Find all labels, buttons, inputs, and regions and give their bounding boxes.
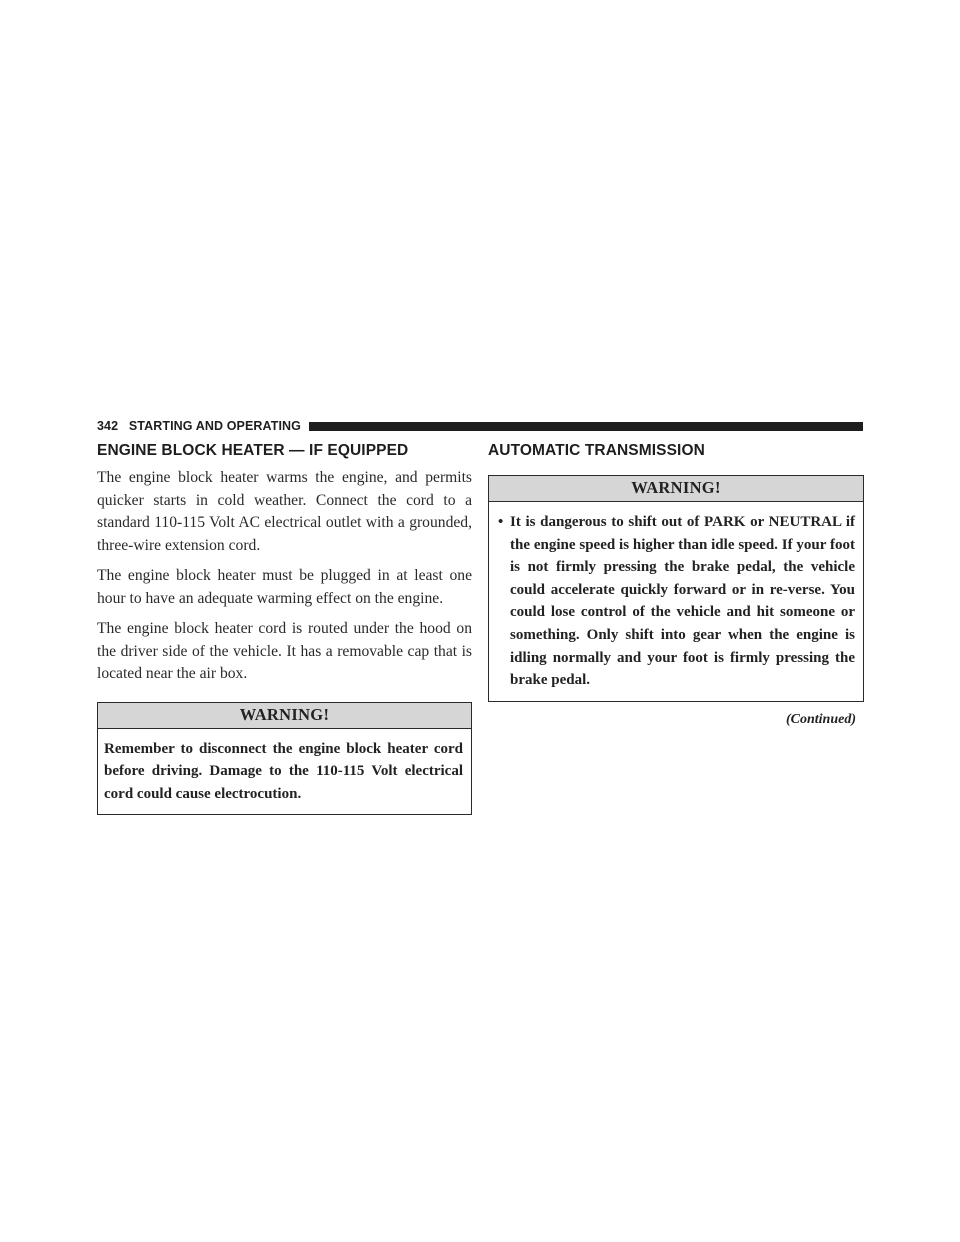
header-label <box>97 419 309 433</box>
page-number: 342 <box>97 419 119 433</box>
warning-bullet-text: It is dangerous to shift out of PARK or NEUTRAL if the engine speed is higher than idle speed. If your foot is not firmly pressing the brake pedal, the vehicle could accelerate quickly forward or in re-verse. You could lose control of the vehicle and hit someone or something. Only shift into gear when the engine is idling normally and your foot is firmly pressing the brake pedal. <box>510 514 855 689</box>
paragraph: The engine block heater must be plugged in at least one hour to have an adequate warming effect on the engine. <box>97 567 472 607</box>
bullet-icon: • <box>498 514 504 530</box>
warning-box <box>488 475 864 702</box>
engine-block-heater-heading: ENGINE BLOCK HEATER — IF EQUIPPED <box>97 442 409 459</box>
warning-box <box>97 702 472 816</box>
warning-title: WARNING! <box>98 703 471 729</box>
automatic-transmission-heading: AUTOMATIC TRANSMISSION <box>488 442 705 459</box>
warning-text: Remember to disconnect the engine block heater cord before driving. Damage to the 110-115 Volt electrical cord could cause electrocution. <box>104 740 463 802</box>
warning-bullet <box>495 511 855 692</box>
header-rule <box>309 422 863 431</box>
warning-title: WARNING! <box>489 476 863 502</box>
warning-body <box>489 502 863 701</box>
page-header <box>97 419 863 433</box>
right-column <box>488 442 864 728</box>
paragraph: The engine block heater cord is routed under the hood on the driver side of the vehicle. It has a removable cap that is located near the air box. <box>97 620 472 682</box>
left-column <box>97 442 472 815</box>
continued-label: (Continued) <box>785 711 856 727</box>
paragraph: The engine block heater warms the engine, and permits quicker starts in cold weather. Connect the cord to a standard 110-115 Volt AC electrical outlet with a grounded, three-wire extension cord. <box>97 469 472 554</box>
section-title: STARTING AND OPERATING <box>128 419 301 433</box>
